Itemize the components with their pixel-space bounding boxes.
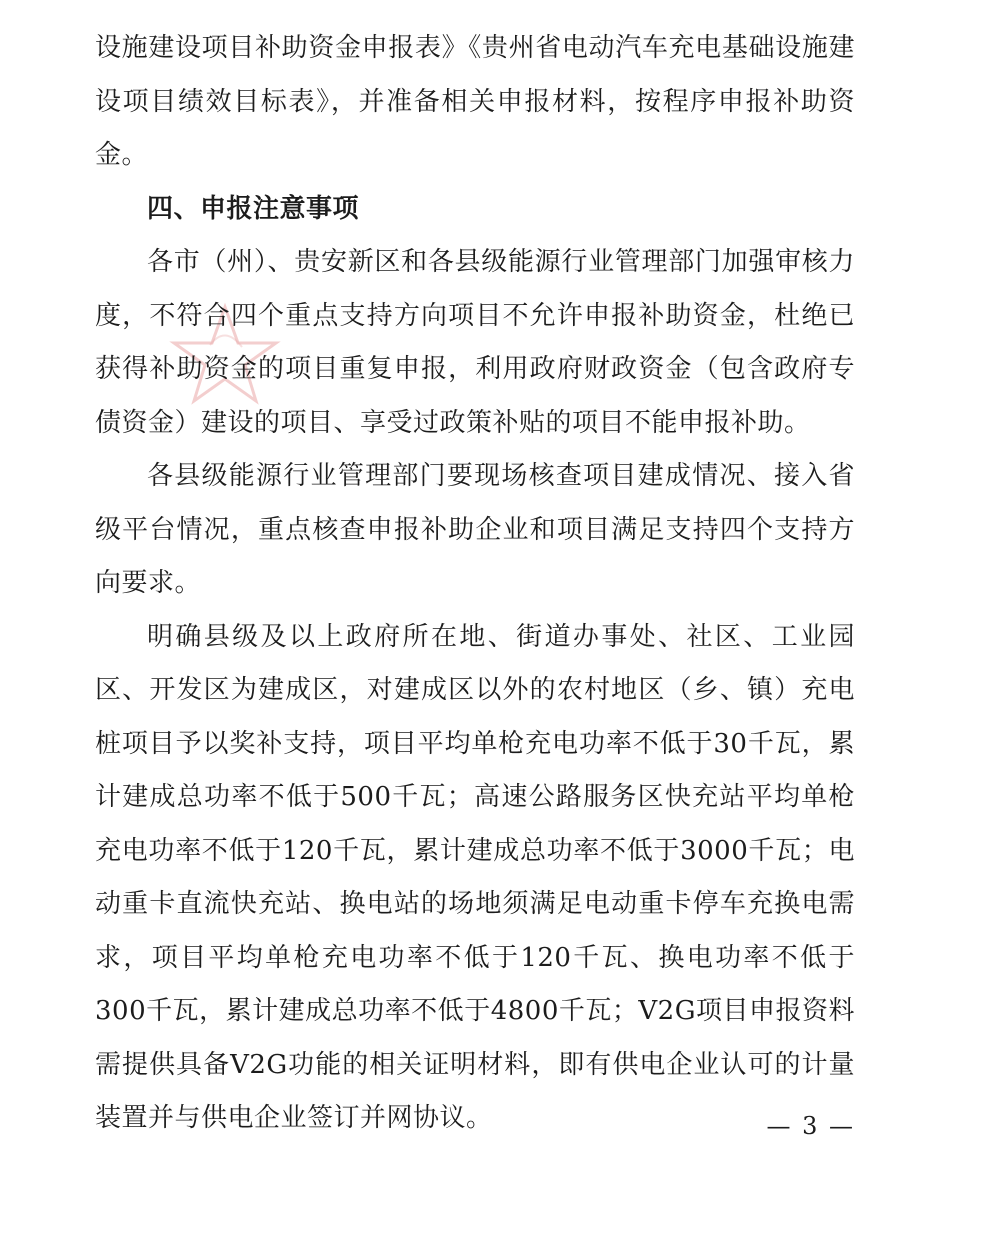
- section-heading: 四、申报注意事项: [147, 193, 360, 224]
- paragraph-continuation: 设施建设项目补助资金申报表》《贵州省电动汽车充电基础设施建设项目绩效目标表》，并准备相关申报材料，按程序申报补助资金。: [95, 33, 855, 170]
- paragraph-built-area-criteria: 明确县级及以上政府所在地、街道办事处、社区、工业园区、开发区为建成区，对建成区以外的农村地区（乡、镇）充电桩项目予以奖补支持，项目平均单枪充电功率不低于30千瓦，累计建成总功率不低于500千瓦；高速公路服务区快充站平均单枪充电功率不低于120千瓦，累计建成总功率不低于3000千瓦；电动重卡直流快充站、换电站的场地须满足电动重卡停车充换电需求，项目平均单枪充电功率不低于120千瓦、换电功率不低于300千瓦，累计建成总功率不低于4800千瓦；V2G项目申报资料需提供具备V2G功能的相关证明材料，即有供电企业认可的计量装置并与供电企业签订并网协议。: [95, 621, 855, 1133]
- paragraph-review-requirements: 各市（州）、贵安新区和各县级能源行业管理部门加强审核力度，不符合四个重点支持方向项目不允许申报补助资金，杜绝已获得补助资金的项目重复申报，利用政府财政资金（包含政府专债资金）建设的项目、享受过政策补贴的项目不能申报补助。: [95, 247, 855, 438]
- document-body: [95, 22, 855, 1146]
- paragraph-site-inspection: 各县级能源行业管理部门要现场核查项目建成情况、接入省级平台情况，重点核查申报补助企业和项目满足支持四个支持方向要求。: [95, 461, 855, 598]
- page-number: — 3 —: [766, 1112, 855, 1140]
